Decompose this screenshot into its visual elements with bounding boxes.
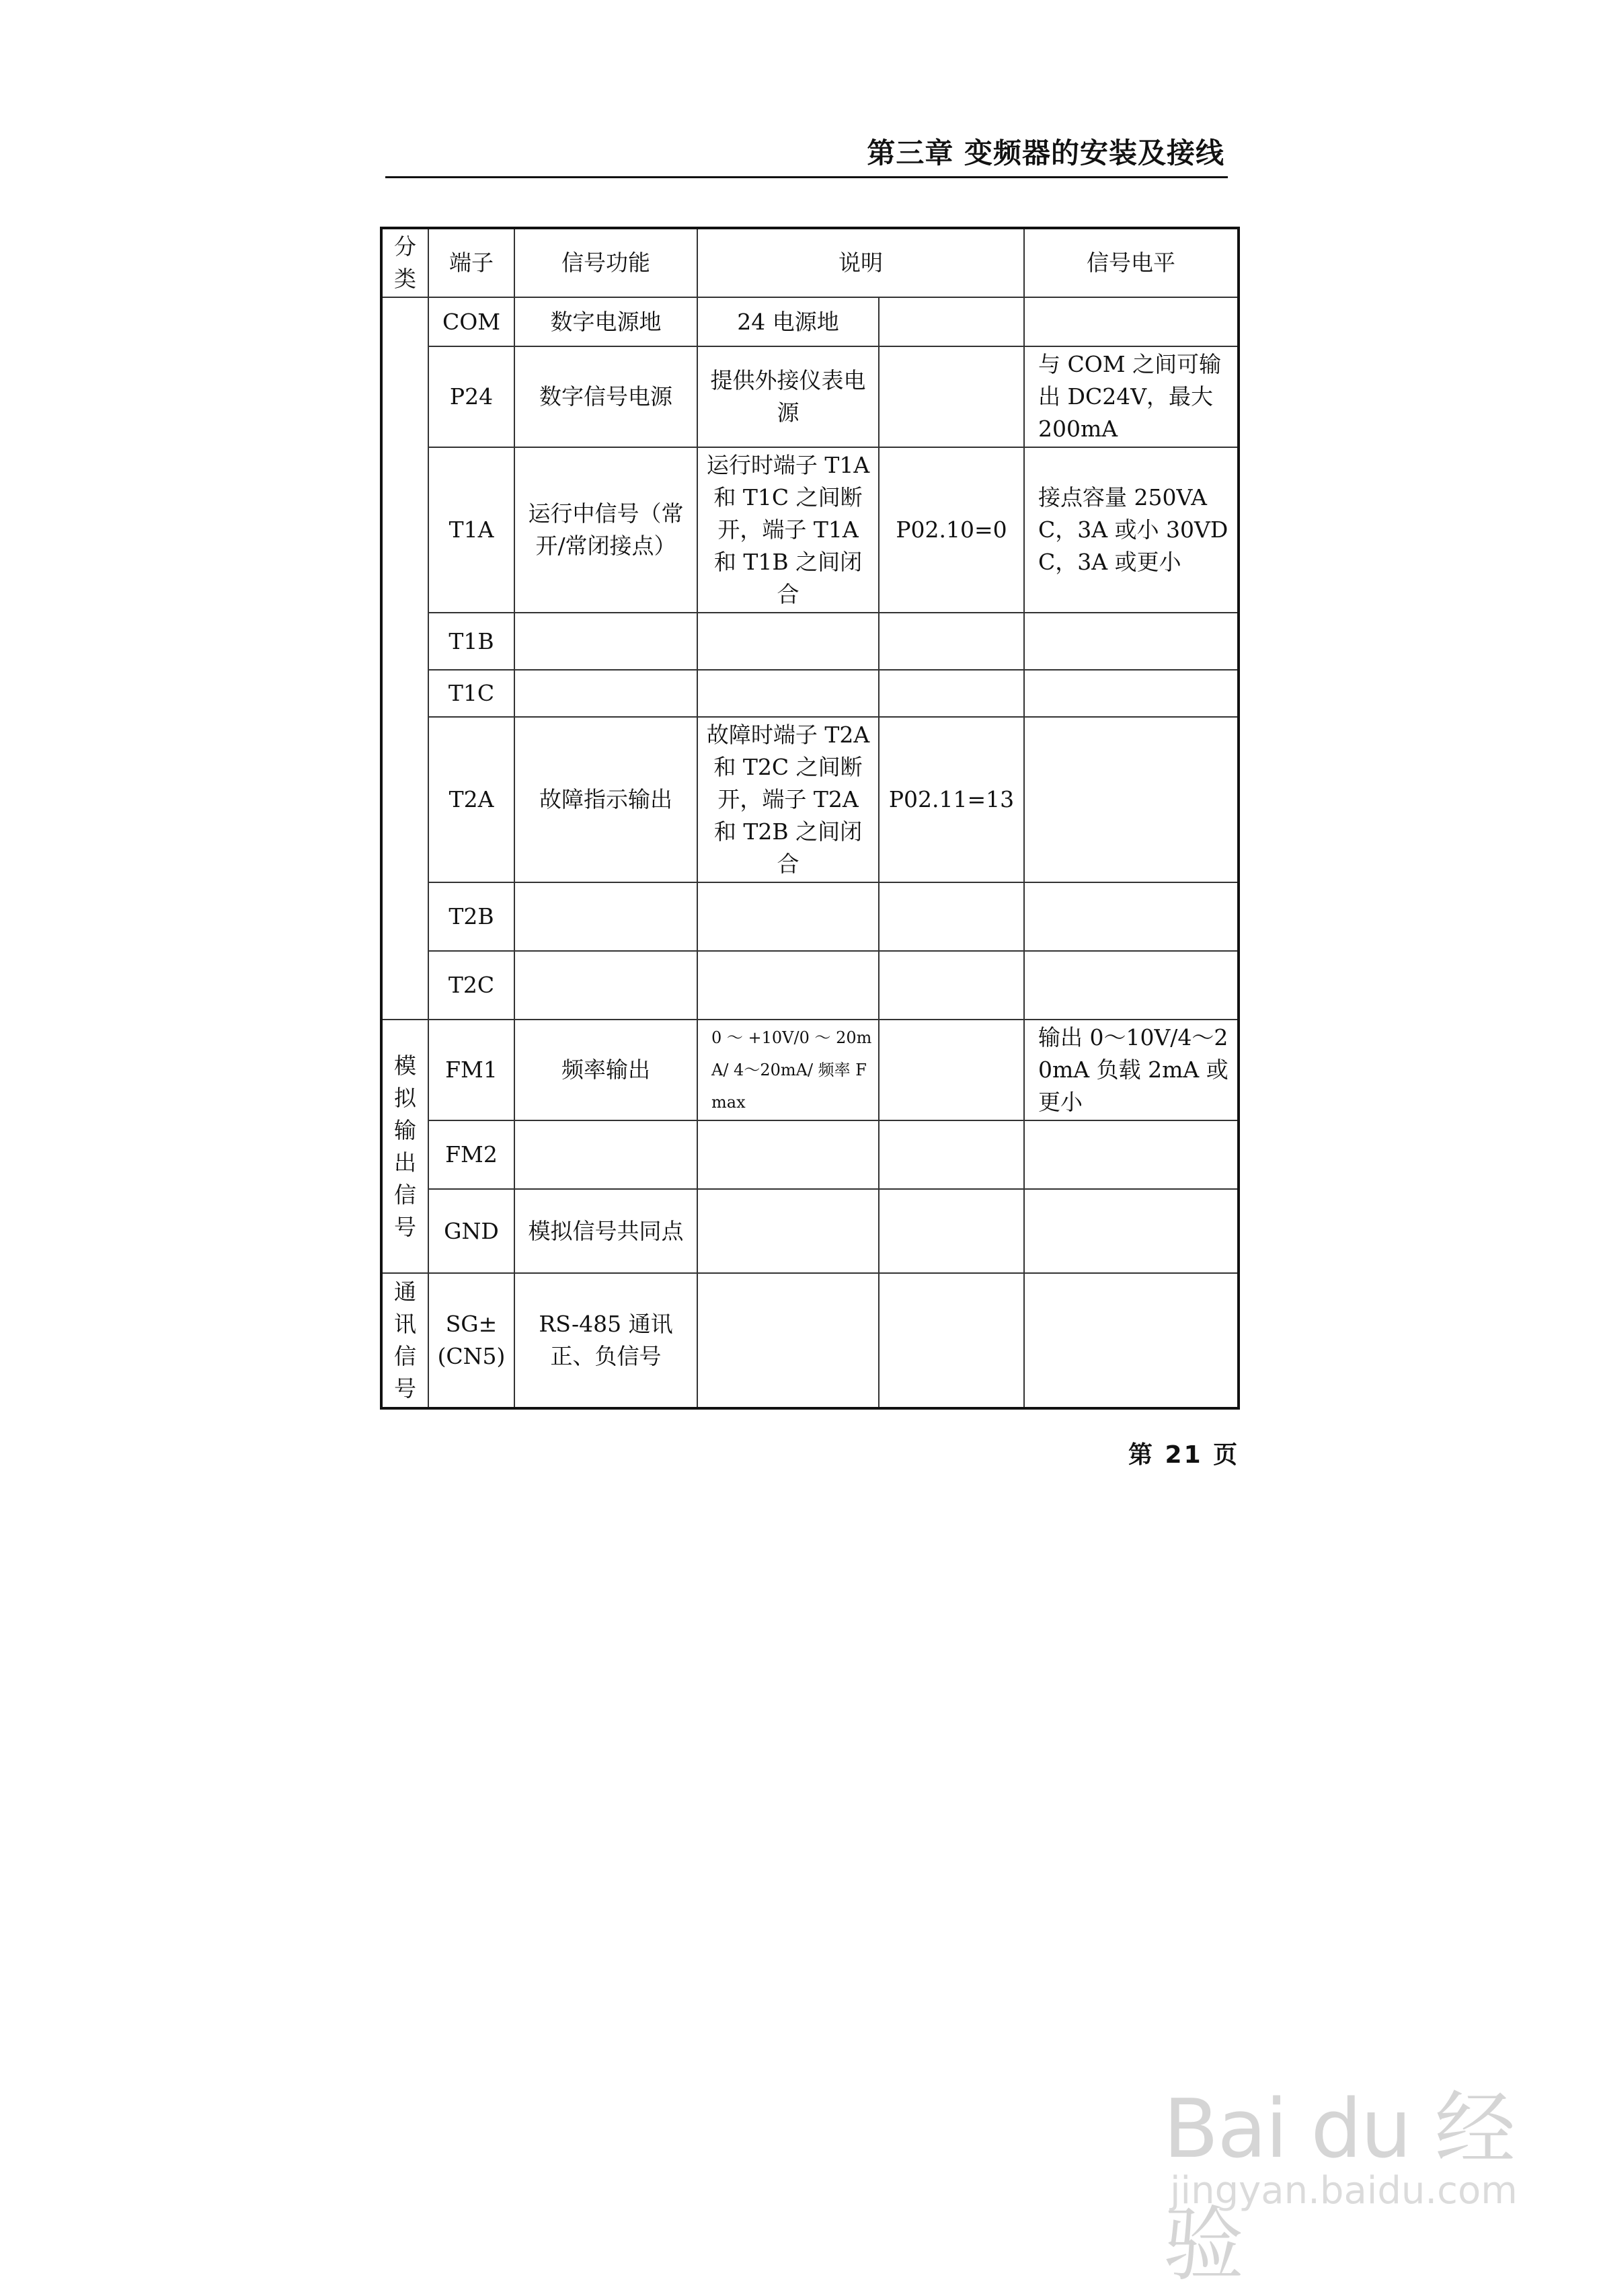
function-cell	[514, 613, 697, 670]
function-cell	[514, 670, 697, 717]
table-row	[381, 670, 1239, 717]
level-cell	[1024, 951, 1239, 1020]
terminal-cell: T1B	[428, 613, 514, 670]
level-cell: 输出 0～10V/4～20mA 负载 2mA 或更小	[1024, 1020, 1239, 1120]
chapter-title: 第三章 变频器的安装及接线	[867, 137, 1224, 169]
header-category: 分类	[381, 228, 428, 297]
table-row	[381, 1273, 1239, 1408]
terminal-cell: GND	[428, 1189, 514, 1273]
param-cell	[879, 346, 1024, 447]
level-cell: 接点容量 250VAC，3A 或小 30VDC，3A 或更小	[1024, 447, 1239, 613]
header-level: 信号电平	[1024, 228, 1239, 297]
table-row	[381, 717, 1239, 882]
table-row	[381, 613, 1239, 670]
terminal-cell: COM	[428, 297, 514, 346]
param-cell	[879, 297, 1024, 346]
description-cell: 提供外接仪表电源	[697, 346, 879, 447]
level-cell	[1024, 1120, 1239, 1189]
param-cell	[879, 1273, 1024, 1408]
terminal-cell: T1C	[428, 670, 514, 717]
terminal-spec-table	[380, 227, 1240, 1410]
function-cell: RS-485 通讯正、负信号	[514, 1273, 697, 1408]
terminal-cell: T2B	[428, 882, 514, 951]
function-cell: 频率输出	[514, 1020, 697, 1120]
function-cell: 故障指示输出	[514, 717, 697, 882]
description-cell	[697, 951, 879, 1020]
function-cell: 运行中信号（常开/常闭接点）	[514, 447, 697, 613]
table-row	[381, 882, 1239, 951]
param-cell	[879, 1120, 1024, 1189]
terminal-cell: T2C	[428, 951, 514, 1020]
table-row	[381, 951, 1239, 1020]
table-row	[381, 1020, 1239, 1120]
description-cell: 故障时端子 T2A 和 T2C 之间断开，端子 T2A 和 T2B 之间闭合	[697, 717, 879, 882]
param-cell	[879, 670, 1024, 717]
category-cell-analog: 模拟输出信号	[381, 1020, 428, 1273]
level-cell	[1024, 882, 1239, 951]
table-header-row	[381, 228, 1239, 297]
description-cell	[697, 1120, 879, 1189]
description-cell: 0 ～ +10V/0 ～ 20mA/ 4～20mA/ 频率 Fmax	[697, 1020, 879, 1120]
table-row	[381, 1189, 1239, 1273]
table-row	[381, 346, 1239, 447]
category-cell-comm: 通讯信号	[381, 1273, 428, 1408]
table-row	[381, 447, 1239, 613]
terminal-cell: FM1	[428, 1020, 514, 1120]
terminal-cell: SG±(CN5)	[428, 1273, 514, 1408]
watermark-site: jingyan.baidu.com	[1170, 2169, 1518, 2213]
description-cell	[697, 1273, 879, 1408]
level-cell	[1024, 670, 1239, 717]
table-row	[381, 1120, 1239, 1189]
terminal-cell: T1A	[428, 447, 514, 613]
watermark-brand: Bai du 经验	[1163, 2083, 1514, 2292]
param-cell	[879, 613, 1024, 670]
terminal-cell: T2A	[428, 717, 514, 882]
page-number: 第 21 页	[1128, 1441, 1240, 1469]
param-cell: P02.11=13	[879, 717, 1024, 882]
function-cell: 数字信号电源	[514, 346, 697, 447]
param-cell	[879, 951, 1024, 1020]
description-cell	[697, 670, 879, 717]
param-cell	[879, 882, 1024, 951]
terminal-cell: FM2	[428, 1120, 514, 1189]
header-terminal: 端子	[428, 228, 514, 297]
level-cell	[1024, 613, 1239, 670]
header-function: 信号功能	[514, 228, 697, 297]
function-cell	[514, 951, 697, 1020]
description-cell	[697, 613, 879, 670]
description-cell: 运行时端子 T1A 和 T1C 之间断开，端子 T1A 和 T1B 之间闭合	[697, 447, 879, 613]
function-cell: 模拟信号共同点	[514, 1189, 697, 1273]
function-cell: 数字电源地	[514, 297, 697, 346]
header-rule	[385, 176, 1228, 178]
param-cell	[879, 1189, 1024, 1273]
header-description: 说明	[697, 228, 1024, 297]
description-cell: 24 电源地	[697, 297, 879, 346]
table-row	[381, 297, 1239, 346]
level-cell: 与 COM 之间可输出 DC24V，最大 200mA	[1024, 346, 1239, 447]
terminal-cell: P24	[428, 346, 514, 447]
function-cell	[514, 1120, 697, 1189]
param-cell	[879, 1020, 1024, 1120]
description-cell	[697, 882, 879, 951]
function-cell	[514, 882, 697, 951]
description-cell	[697, 1189, 879, 1273]
level-cell	[1024, 1189, 1239, 1273]
baidu-watermark	[1143, 2051, 1520, 2292]
category-cell-blank	[381, 297, 428, 1020]
level-cell	[1024, 717, 1239, 882]
param-cell: P02.10=0	[879, 447, 1024, 613]
level-cell	[1024, 297, 1239, 346]
level-cell	[1024, 1273, 1239, 1408]
